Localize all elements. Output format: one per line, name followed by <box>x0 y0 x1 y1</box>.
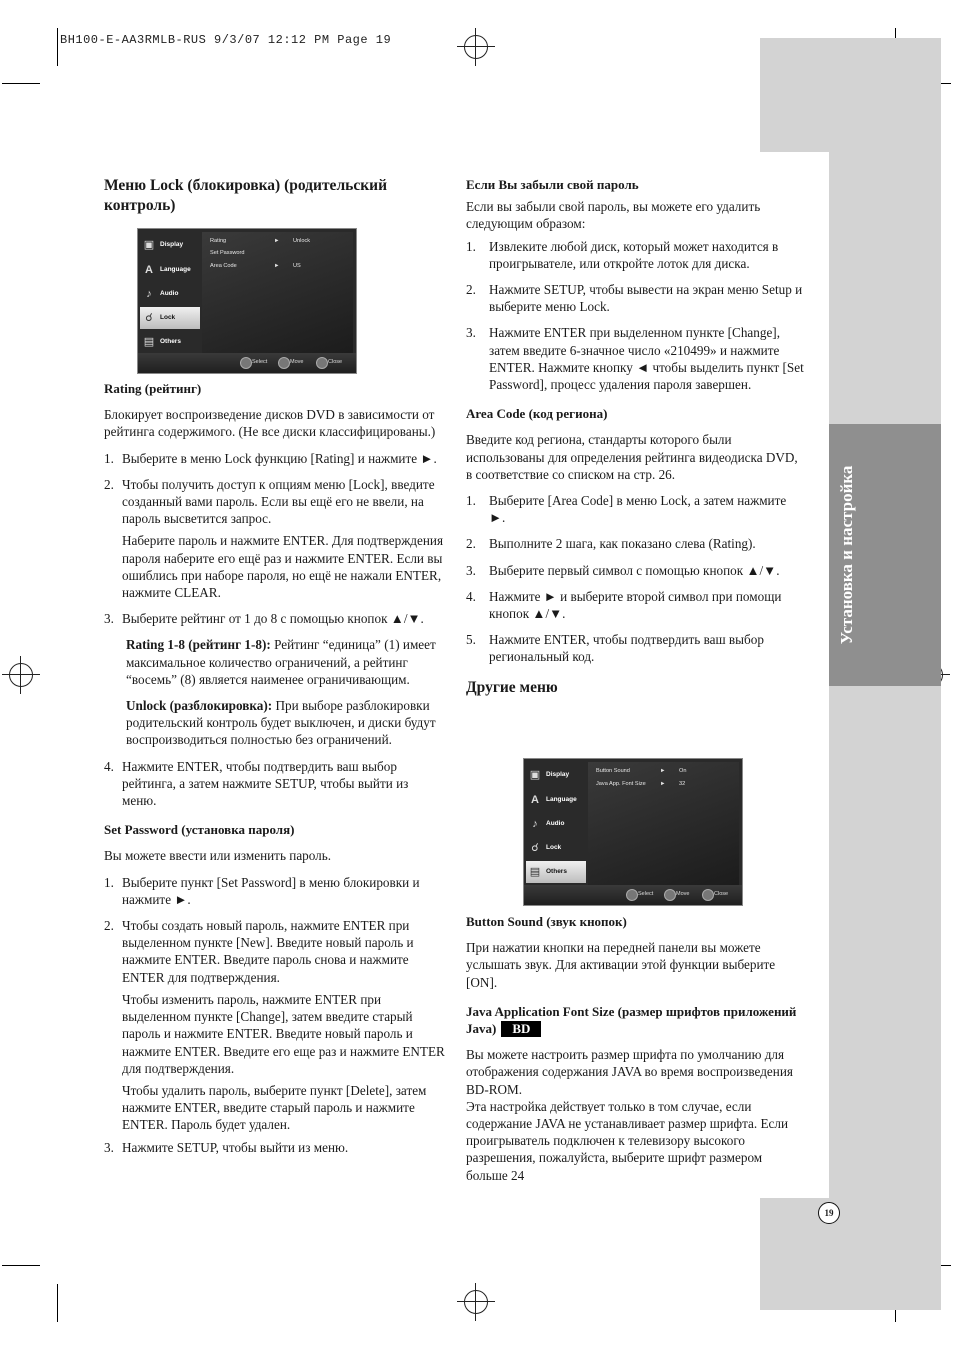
move-button-icon <box>278 357 290 369</box>
right-arrow-icon: ► <box>660 781 666 787</box>
crop-mark <box>2 83 40 84</box>
side-band <box>760 38 941 152</box>
list-item: 4. Нажмите ► и выберите второй символ при помощи кнопок ▲/▼. <box>466 588 782 622</box>
crop-mark <box>2 1265 40 1266</box>
left-column <box>104 176 444 216</box>
language-icon: A <box>145 264 153 276</box>
bd-badge: BD <box>501 1021 541 1037</box>
sidebar-item-audio: ♪ Audio <box>526 813 586 835</box>
setup-panel <box>202 232 353 353</box>
lock-icon: ☌ <box>145 312 153 324</box>
area-code-intro: Введите код региона, стандарты которого были использованы для определения рейтинга видеодиска DVD, в соответствие со списком на стр. 26. <box>466 432 798 482</box>
side-band <box>829 686 941 1198</box>
list-item-note: Чтобы изменить пароль, нажмите ENTER при выделенном пункте [Change], затем введите старый пароль и нажмите ENTER. Введите новый пароль и нажмите ENTER. Введите его еще раз и нажмите ENTER для подтверждения. <box>122 991 445 1076</box>
display-icon: ▣ <box>529 769 541 781</box>
others-icon: ▤ <box>143 336 155 348</box>
button-sound-text: При нажатии кнопки на передней панели вы можете услышать звук. Для активации этой функции выберите [ON]. <box>466 940 776 990</box>
forgot-password-intro: Если вы забыли свой пароль, вы можете его удалить следующим образом: <box>466 199 761 232</box>
area-code-heading: Area Code (код региона) <box>466 406 608 422</box>
sidebar-item-display: ▣ Display <box>529 769 570 781</box>
menu-row-value: US <box>293 263 301 269</box>
left-column-body <box>104 380 446 1156</box>
menu-row-name: Set Password <box>210 250 245 256</box>
list-item: 1. Выберите в меню Lock функцию [Rating] и нажмите ►. <box>104 450 437 466</box>
side-band <box>760 1198 941 1310</box>
list-item: 1. Выберите пункт [Set Password] в меню блокировки и нажмите ►. <box>104 874 420 907</box>
right-arrow-icon: ► <box>660 768 666 774</box>
list-item: 5. Нажмите ENTER, чтобы подтвердить ваш выбор региональный код. <box>466 632 764 665</box>
rating-heading: Rating (рейтинг) <box>104 381 202 396</box>
audio-icon: ♪ <box>532 818 538 830</box>
menu-row-value: On <box>679 768 687 774</box>
others-icon: ▤ <box>529 866 541 878</box>
unlock-note: Unlock (разблокировка): При выборе разблокировки родительский контроль будет выключен, и диски будут воспроизводиться полностью без ограничений. <box>126 698 436 748</box>
list-item-note: Наберите пароль и нажмите ENTER. Для подтверждения пароля наберите его ещё раз и нажмите ENTER. Если вы ошиблись при наборе пароля, но ещё не нажали ENTER, нажмите CLEAR. <box>122 533 444 601</box>
sidebar-item-language: A Language <box>140 259 200 281</box>
list-item: 3. Выберите рейтинг от 1 до 8 с помощью кнопок ▲/▼. <box>104 611 424 627</box>
lock-icon: ☌ <box>531 842 539 854</box>
right-column <box>466 176 804 698</box>
sidebar-item-others: ▤ Others <box>526 861 586 883</box>
setup-sidebar <box>140 232 200 353</box>
move-button-icon <box>664 889 676 901</box>
registration-mark <box>2 656 40 694</box>
java-font-text-1: Вы можете настроить размер шрифта по умолчанию для отображения содержания JAVA во время воспроизведения BD-ROM. <box>466 1047 793 1097</box>
list-item: 4. Нажмите ENTER, чтобы подтвердить ваш выбор рейтинга, а затем нажмите SETUP, чтобы выйти из меню. <box>104 758 409 809</box>
java-font-text-2: Эта настройка действует только в том случае, если содержание JAVA не устанавливает размер шрифта. Если проигрыватель подключен к телевизору высокого разрешения, пожалуйста, выберите шрифт размером больше 24 <box>466 1098 789 1183</box>
footer-move-label: Move <box>290 359 304 365</box>
sidebar-item-others: ▤ Others <box>143 336 181 348</box>
right-column-lower <box>466 913 804 1184</box>
lock-menu-title: Меню Lock (блокировка) (родительский контроль) <box>104 177 388 214</box>
crop-mark <box>57 1284 58 1322</box>
list-item: 3. Нажмите ENTER при выделенном пункте [Change], затем введите 6-значное число «210499» и нажмите ENTER. Нажмите кнопку ◄ чтобы выделить пункт [Set Password], процесс удаления пароля завершен. <box>466 325 804 393</box>
print-header: BH100-E-AA3RMLB-RUS 9/3/07 12:12 PM Page 19 <box>60 33 392 47</box>
rating-1-8-note: Rating 1-8 (рейтинг 1-8): Рейтинг “единица” (1) имеет максимальное количество ограничений, а рейтинг “восемь” (8) является наименее ограничивающим. <box>126 637 436 687</box>
crop-mark <box>57 28 58 66</box>
list-item: 3. Выберите первый символ с помощью кнопок ▲/▼. <box>466 562 780 578</box>
menu-row-value: Unlock <box>293 238 311 244</box>
section-tab-title: Установка и настройка <box>837 465 856 645</box>
right-arrow-icon: ► <box>274 263 280 269</box>
close-button-icon <box>316 357 328 369</box>
menu-row-name: Button Sound <box>596 768 630 774</box>
set-password-heading: Set Password (установка пароля) <box>104 822 295 838</box>
footer-select-label: Select <box>638 891 654 897</box>
others-menu-screenshot <box>523 758 743 906</box>
select-button-icon <box>240 357 252 369</box>
registration-mark <box>457 1283 495 1321</box>
audio-icon: ♪ <box>146 288 152 300</box>
footer-close-label: Close <box>714 891 729 897</box>
footer-close-label: Close <box>328 359 343 365</box>
close-button-icon <box>702 889 714 901</box>
java-font-heading: Java Application Font Size (размер шрифтов приложений Java) BD <box>466 1003 797 1037</box>
list-item: 1. Выберите [Area Code] в меню Lock, а затем нажмите ►. <box>466 493 787 526</box>
button-sound-heading: Button Sound (звук кнопок) <box>466 914 627 929</box>
sidebar-item-lock: ☌ Lock <box>526 837 586 859</box>
menu-row-name: Java App. Font Size <box>596 781 646 787</box>
list-item: 2. Чтобы получить доступ к опциям меню [Lock], введите созданный вами пароль. Если вы ещё его не ввели, на пароль высветится запрос. <box>104 476 435 527</box>
sidebar-item-display: ▣ Display <box>143 239 184 251</box>
language-icon: A <box>531 794 539 806</box>
list-item: 2. Чтобы создать новый пароль, нажмите ENTER при выделенном пункте [New]. Введите новый пароль и нажмите ENTER. Введите пароль снова и нажмите ENTER для подтверждения. <box>104 918 414 985</box>
set-password-intro: Вы можете ввести или изменить пароль. <box>104 848 332 864</box>
display-icon: ▣ <box>143 239 155 251</box>
side-band <box>829 152 941 424</box>
menu-row-name: Area Code <box>210 263 237 269</box>
sidebar-item-audio: ♪ Audio <box>140 283 200 305</box>
list-item: 3. Нажмите SETUP, чтобы выйти из меню. <box>104 1139 349 1155</box>
footer-select-label: Select <box>252 359 268 365</box>
sidebar-item-lock: ☌ Lock <box>140 307 200 329</box>
setup-panel <box>588 762 739 885</box>
setup-sidebar <box>526 762 586 885</box>
list-item: 2. Нажмите SETUP, чтобы вывести на экран меню Setup и выберите меню Lock. <box>466 282 803 315</box>
right-arrow-icon: ► <box>274 238 280 244</box>
menu-footer <box>138 353 356 373</box>
menu-row-value: 32 <box>679 781 686 787</box>
list-item: 1. Извлеките любой диск, который может находится в проигрывателе, или откройте лоток для диска. <box>466 238 779 271</box>
list-item-note: Чтобы удалить пароль, выберите пункт [Delete], затем нажмите ENTER, введите старый пароль и нажмите ENTER. Пароль будет удален. <box>122 1082 427 1133</box>
menu-row-name: Rating <box>210 238 227 244</box>
rating-intro: Блокирует воспроизведение дисков DVD в зависимости от рейтинга содержимого. (Не все диски классифицированы.) <box>104 407 436 440</box>
select-button-icon <box>626 889 638 901</box>
page-number: 19 <box>818 1202 840 1224</box>
menu-footer <box>524 885 742 905</box>
lock-menu-screenshot <box>137 228 357 374</box>
sidebar-item-language: A Language <box>526 789 586 811</box>
footer-move-label: Move <box>676 891 690 897</box>
list-item: 2. Выполните 2 шага, как показано слева (Rating). <box>466 536 756 552</box>
registration-mark <box>457 28 495 66</box>
other-menus-title: Другие меню <box>466 678 558 696</box>
forgot-password-heading: Если Вы забыли свой пароль <box>466 177 639 192</box>
